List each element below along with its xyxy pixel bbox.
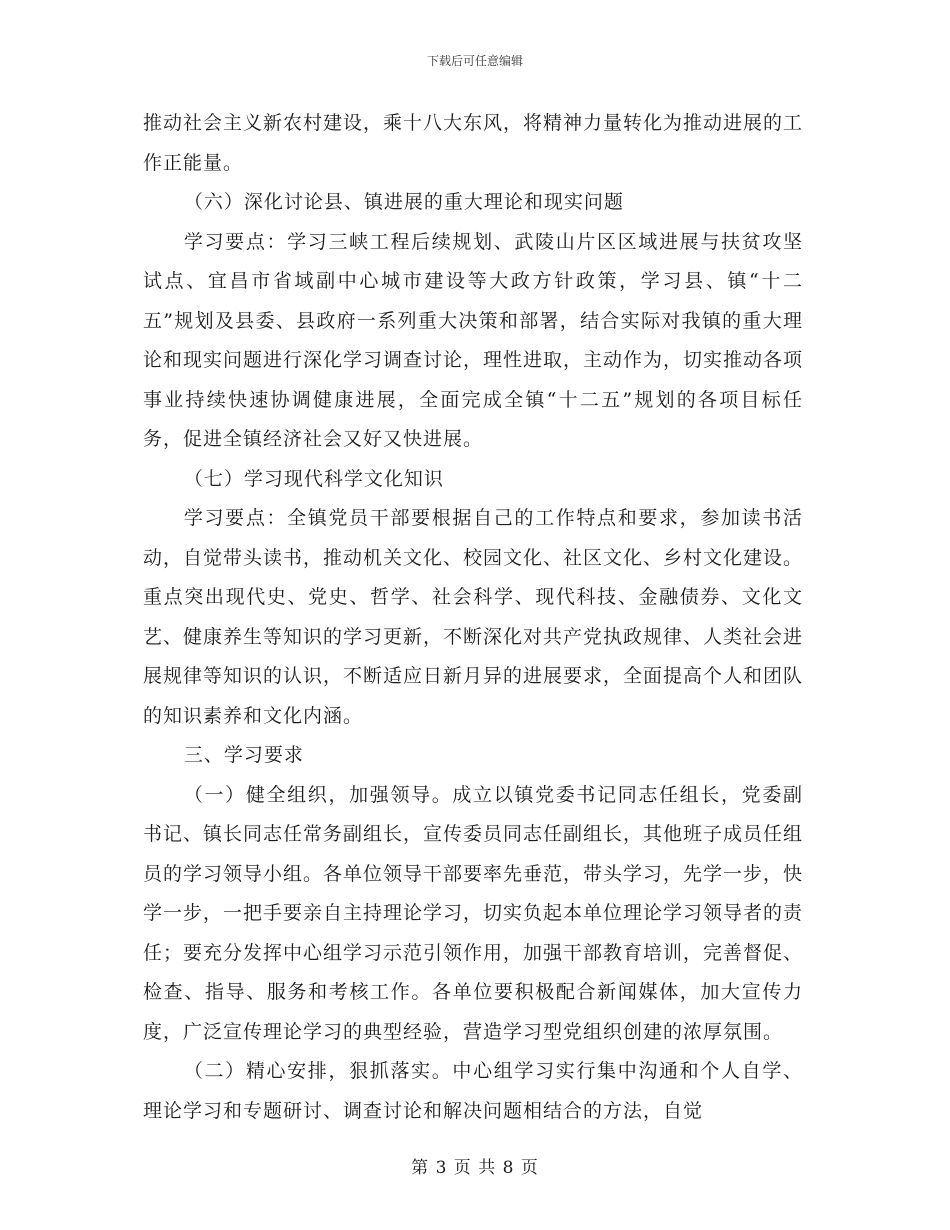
section-heading: 三、学习要求 <box>183 744 304 766</box>
page-header: 下载后可任意编辑 <box>426 54 523 68</box>
paragraph: 学习要点：学习三峡工程后续规划、武陵山片区区域进展与扶贫攻坚试点、宜昌市省域副中心城市建设等大政方针政策，学习县、镇“十二五”规划及县委、县政府一系列重大决策和部署，结合实际对我镇的重大理论和现实问题进行深化学习调查讨论，理性进取，主动作为，切实推动各项事业持续快速协调健康进展，全面完成全镇“十二五”规划的各项目标任务，促进全镇经济社会又好又快进展。 <box>143 230 804 450</box>
paragraph: 推动社会主义新农村建设，乘十八大东风，将精神力量转化为推动进展的工作正能量。 <box>143 112 804 174</box>
document-body <box>143 104 803 1131</box>
section-heading: （七）学习现代科学文化知识 <box>183 467 444 490</box>
paragraph: （一）健全组织，加强领导。成立以镇党委书记同志任组长，党委副书记、镇长同志任常务副组长，宣传委员同志任副组长，其他班子成员任组员的学习领导小组。各单位领导干部要率先垂范，带头学习，先学一步，快学一步，一把手要亲自主持理论学习，切实负起本单位理论学习领导者的责任；要充分发挥中心组学习示范引领作用，加强干部教育培训，完善督促、检查、指导、服务和考核工作。各单位要积极配合新闻媒体，加大宣传力度，广泛宣传理论学习的典型经验，营造学习型党组织创建的浓厚氛围。 <box>143 783 804 1043</box>
paragraph: 学习要点：全镇党员干部要根据自己的工作特点和要求，参加读书活动，自觉带头读书，推动机关文化、校园文化、社区文化、乡村文化建设。重点突出现代史、党史、哲学、社会科学、现代科技、金融债券、文化文艺、健康养生等知识的学习更新，不断深化对共产党执政规律、人类社会进展规律等知识的认识，不断适应日新月异的进展要求，全面提高个人和团队的知识素养和文化内涵。 <box>143 507 804 727</box>
page-number: 第 3 页 共 8 页 <box>411 1158 539 1178</box>
section-heading: （六）深化讨论县、镇进展的重大理论和现实问题 <box>183 191 624 213</box>
paragraph: （二）精心安排，狠抓落实。中心组学习实行集中沟通和个人自学、理论学习和专题研讨、调查讨论和解决问题相结合的方法，自觉 <box>143 1060 803 1122</box>
